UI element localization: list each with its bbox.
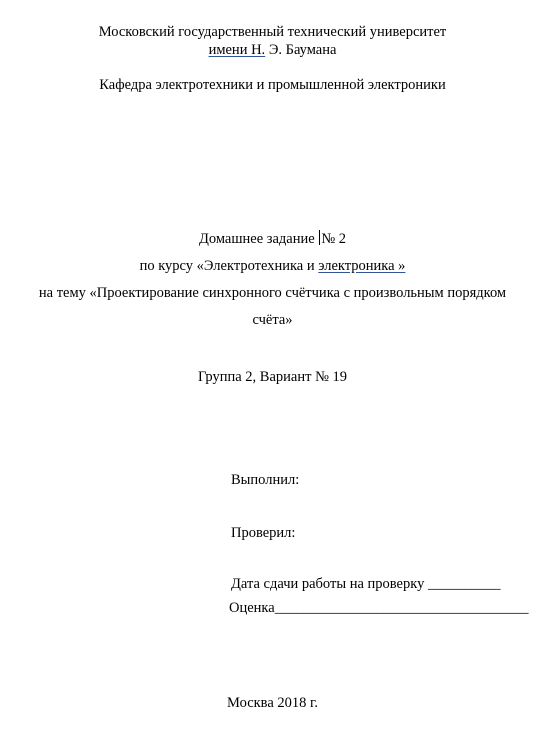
course-line bbox=[0, 257, 545, 275]
named-after-rest: Э. Баумана bbox=[265, 42, 337, 58]
university-name: Московский государственный технический университет bbox=[98, 24, 447, 40]
university-named-after bbox=[0, 41, 545, 59]
named-after-prefix: имени Н. bbox=[208, 42, 266, 58]
grade-label: Оценка___________________________________ bbox=[229, 600, 529, 616]
course-name-underlined: электроника » bbox=[318, 258, 406, 274]
department-name: Кафедра электротехники и промышленной электроники bbox=[99, 77, 446, 93]
performed-by-label: Выполнил: bbox=[231, 472, 300, 488]
assignment-prefix: Домашнее задание bbox=[198, 231, 319, 247]
assignment-title bbox=[0, 230, 545, 248]
submission-date-label: Дата сдачи работы на проверку __________ bbox=[231, 576, 501, 592]
assignment-number: № 2 bbox=[321, 231, 347, 247]
city-year: Москва 2018 г. bbox=[227, 695, 318, 711]
checked-by-label: Проверил: bbox=[231, 525, 296, 541]
course-prefix: по курсу «Электротехника и bbox=[139, 258, 319, 274]
topic-line-1: на тему «Проектирование синхронного счётчика с произвольным порядком bbox=[38, 285, 507, 301]
group-variant: Группа 2, Вариант № 19 bbox=[197, 369, 348, 385]
topic-line-2: счёта» bbox=[252, 312, 293, 328]
